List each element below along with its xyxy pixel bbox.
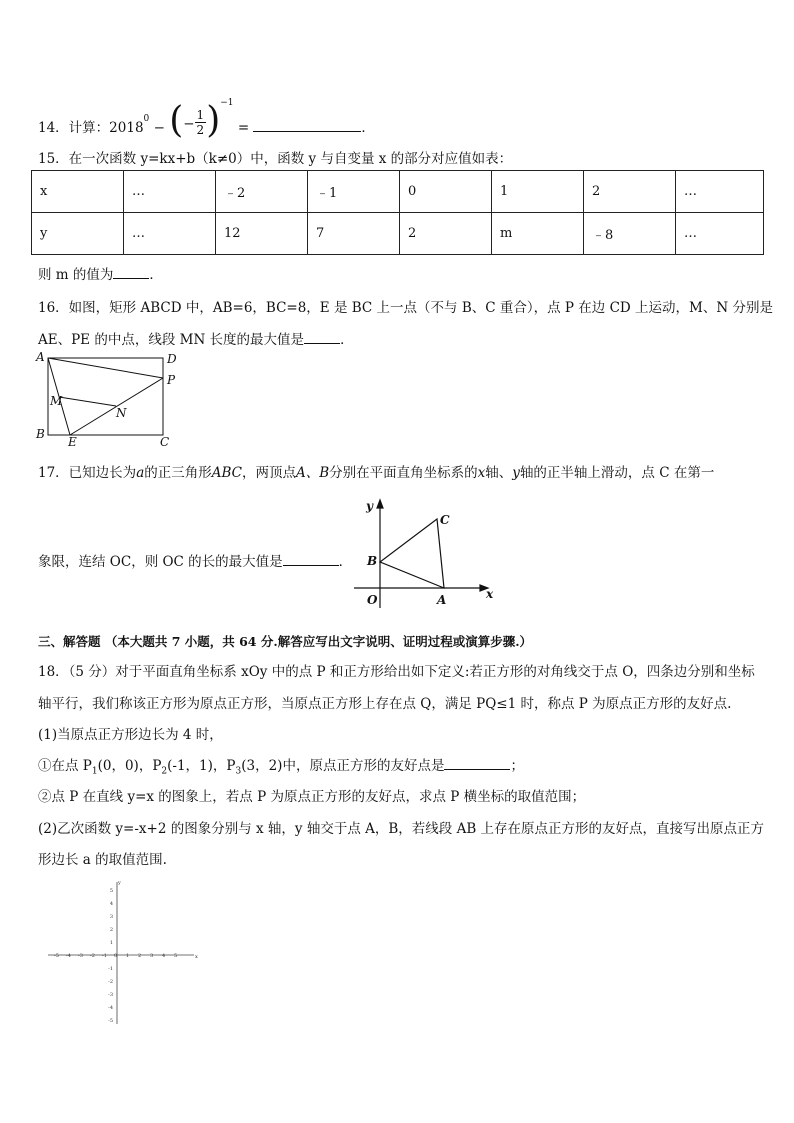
- table-cell: …: [676, 213, 764, 255]
- q18-l4-d: (3，2)中，原点正方形的友好点是: [241, 758, 445, 774]
- q14-paren-open: (: [169, 100, 184, 141]
- q18-line4: [38, 754, 524, 777]
- q14-prefix: 14．计算：2018: [38, 120, 144, 136]
- grid-x-tick: 4: [162, 953, 166, 959]
- label-a: A: [437, 593, 447, 607]
- table-cell: m: [492, 213, 584, 255]
- q18-l4-s2: 2: [161, 766, 168, 777]
- table-cell: 2: [584, 171, 676, 213]
- q18-l4-a: ①在点 P: [38, 758, 92, 774]
- q14-exp-neg1: −1: [220, 97, 234, 108]
- q14-minus: −: [149, 120, 170, 136]
- label-m: M: [50, 394, 63, 408]
- q16-rectangle-figure: [30, 348, 190, 448]
- q14-frac-minus: −: [183, 116, 195, 132]
- label-e: E: [68, 435, 77, 448]
- table-cell: 7: [308, 213, 400, 255]
- table-cell: 2: [400, 213, 492, 255]
- table-cell: ﹣2: [216, 171, 308, 213]
- grid-y-tick: -4: [108, 1005, 113, 1011]
- table-cell: ﹣1: [308, 171, 400, 213]
- q18-line6: (2)乙次函数 y=-x+2 的图象分别与 x 轴，y 轴交于点 A，B，若线段 AB 上存在原点正方形的友好点，直接写出原点正方: [38, 821, 765, 837]
- grid-x-tick: 5: [174, 953, 178, 959]
- label-a: A: [36, 350, 45, 364]
- q17-text-b: 的正三角形: [144, 465, 212, 481]
- rect-abcd: [48, 358, 163, 435]
- q17-var-y: y: [512, 465, 520, 481]
- grid-x-tick: -2: [90, 953, 95, 959]
- label-b: B: [36, 427, 45, 441]
- grid-x-tick: 3: [150, 953, 154, 959]
- q17-text-c: ，两顶点: [242, 465, 296, 481]
- triangle-abc: [380, 519, 444, 588]
- table-cell: …: [124, 213, 216, 255]
- q14-line: [38, 92, 375, 141]
- q17-line2-text: 象限，连结 OC，则 OC 的长的最大值是: [38, 554, 283, 570]
- q18-l4-c: (-1，1)，P: [167, 758, 236, 774]
- grid-y-tick: -1: [108, 966, 113, 972]
- grid-y-tick: -2: [108, 979, 113, 985]
- label-c: C: [160, 435, 170, 448]
- q14-answer-blank[interactable]: [253, 117, 361, 132]
- grid-y-tick: 5: [109, 888, 113, 894]
- table-row: [32, 171, 764, 213]
- q17-var-abc: ABC: [211, 465, 242, 481]
- label-b: B: [367, 554, 378, 568]
- q18-l4-s1: 1: [91, 766, 98, 777]
- grid-y-tick: 3: [109, 914, 113, 920]
- table-cell: 0: [400, 171, 492, 213]
- grid-y-tick: 2: [109, 927, 113, 933]
- q16-line2-suffix: ．: [340, 332, 354, 348]
- label-x: x: [486, 587, 494, 601]
- q18-line3: (1)当原点正方形边长为 4 时，: [38, 727, 223, 743]
- q14-exp0: 0: [143, 113, 150, 124]
- grid-x-tick: 1: [126, 953, 130, 959]
- q18-answer-blank[interactable]: [444, 755, 510, 770]
- q17-text-f: 轴的正半轴上滑动，点 C 在第一: [519, 465, 715, 481]
- grid-y-label: y: [118, 880, 121, 886]
- q15-answer-suffix: ．: [149, 267, 163, 283]
- q17-line2: [38, 550, 352, 570]
- table-cell: y: [32, 213, 124, 255]
- segment-ap: [48, 358, 163, 378]
- q14-frac-den: 2: [196, 123, 205, 137]
- q14-frac-num: 1: [196, 108, 205, 122]
- q14-paren-close: ): [206, 100, 221, 141]
- grid-x-tick: -3: [78, 953, 83, 959]
- q15-question: 15．在一次函数 y=kx+b（k≠0）中，函数 y 与自变量 x 的部分对应值如表：: [38, 151, 513, 167]
- q17-var-a: a: [136, 465, 145, 481]
- table-cell: …: [124, 171, 216, 213]
- q18-line1: 18．（5 分）对于平面直角坐标系 xOy 中的点 P 和正方形给出如下定义:若正方形的对角线交于点 O，四条边分别和坐标: [38, 664, 755, 680]
- segment-mn: [59, 397, 116, 406]
- q16-line2-text: AE、PE 的中点，线段 MN 长度的最大值是: [38, 332, 305, 348]
- q17-line1: [38, 461, 714, 481]
- q18-line2: 轴平行，我们称该正方形为原点正方形，当原点正方形上存在点 Q，满足 PQ≤1 时，称点 P 为原点正方形的友好点.: [38, 696, 732, 712]
- grid-x-tick: 0: [114, 953, 118, 959]
- q18-line5: ②点 P 在直线 y=x 的图象上，若点 P 为原点正方形的友好点，求点 P 横坐标的取值范围；: [38, 789, 586, 805]
- q17-var-ab: A、B: [296, 465, 330, 481]
- table-cell: 12: [216, 213, 308, 255]
- q16-answer-blank[interactable]: [304, 329, 340, 344]
- section-3-title: 三、解答题 （本大题共 7 小题，共 64 分.解答应写出文字说明、证明过程或演算步骤.）: [38, 634, 533, 649]
- grid-y-tick: 1: [109, 940, 113, 946]
- y-axis-arrow: [377, 500, 383, 508]
- label-d: D: [167, 352, 177, 366]
- q17-text-e: 轴、: [485, 465, 513, 481]
- grid-y-tick: -3: [108, 992, 113, 998]
- grid-x-label: x: [195, 954, 198, 960]
- q17-text-a: 17．已知边长为: [38, 465, 137, 481]
- q18-l4-end: ；: [510, 758, 524, 774]
- label-p: P: [167, 373, 176, 387]
- grid-x-tick: -5: [54, 953, 59, 959]
- grid-x-tick: 2: [138, 953, 142, 959]
- q15-value-table: [31, 170, 764, 255]
- q16-line2: [38, 328, 354, 348]
- q17-answer-blank[interactable]: [283, 551, 339, 566]
- label-y: y: [366, 499, 373, 513]
- table-cell: ﹣8: [584, 213, 676, 255]
- q18-coordinate-grid: [44, 876, 204, 1026]
- q17-line2-suffix: ．: [338, 554, 353, 570]
- q14-equals: =: [237, 120, 250, 136]
- q18-l4-s3: 3: [235, 766, 242, 777]
- table-cell: 1: [492, 171, 584, 213]
- q16-line1: 16．如图，矩形 ABCD 中，AB=6，BC=8，E 是 BC 上一点（不与 B、C 重合），点 P 在边 CD 上运动，M、N 分别是: [38, 300, 773, 316]
- grid-y-tick: -5: [108, 1018, 113, 1024]
- q18-line7: 形边长 a 的取值范围.: [38, 852, 167, 868]
- q15-answer-line: [38, 263, 163, 283]
- table-cell: …: [676, 171, 764, 213]
- q15-answer-prefix: 则 m 的值为: [38, 267, 114, 283]
- table-row: [32, 213, 764, 255]
- q14-end: ．: [361, 120, 375, 136]
- grid-x-tick: -4: [66, 953, 71, 959]
- label-n: N: [116, 406, 127, 420]
- label-o: O: [367, 593, 378, 607]
- grid-x-tick: -1: [102, 953, 107, 959]
- label-c: C: [440, 513, 450, 527]
- grid-y-tick: 4: [109, 901, 113, 907]
- q18-l4-b: (0，0)，P: [97, 758, 162, 774]
- q14-fraction: [195, 108, 207, 137]
- q17-triangle-figure: [352, 496, 502, 611]
- table-cell: x: [32, 171, 124, 213]
- q17-var-x: x: [477, 465, 486, 481]
- q17-text-d: 分别在平面直角坐标系的: [329, 465, 478, 481]
- q15-answer-blank[interactable]: [113, 264, 149, 279]
